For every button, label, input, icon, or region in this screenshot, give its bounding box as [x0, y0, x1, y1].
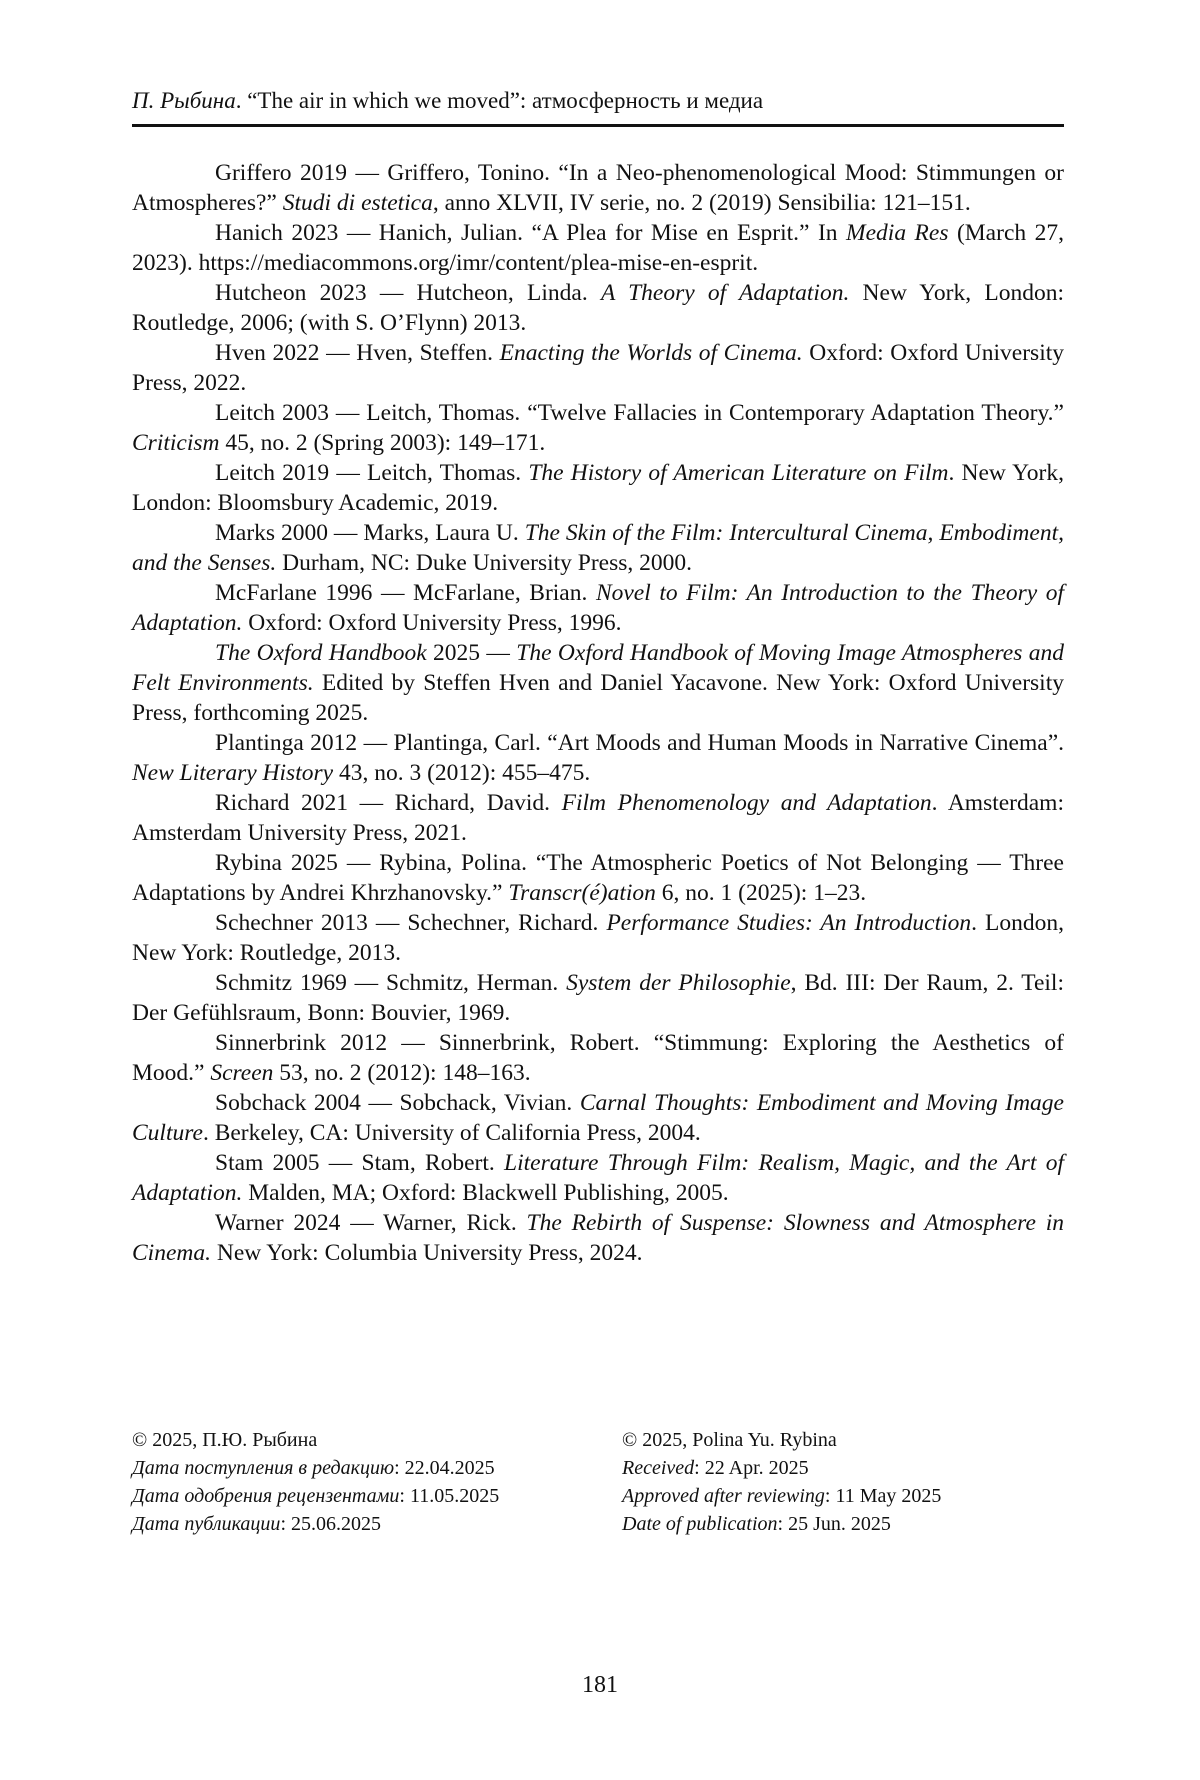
approved-date-ru: [132, 1482, 602, 1510]
reference-italic-text: The Rebirth of Suspense: Slowness and Atmosphere in Cinema.: [132, 1210, 1064, 1266]
reference-entry: [132, 968, 1064, 1028]
reference-text: , Bd. III: Der Raum, 2. Teil: Der Gefühlsraum, Bonn: Bouvier, 1969.: [132, 970, 1064, 1026]
received-label-ru: Дата поступления в редакцию: [132, 1457, 395, 1479]
reference-entry: [132, 278, 1064, 338]
reference-text: Marks 2000 — Marks, Laura U.: [215, 520, 525, 546]
reference-text: Oxford: Oxford University Press, 2022.: [132, 340, 1065, 396]
reference-italic-text: Criticism: [132, 430, 220, 456]
reference-text: Leitch 2019 — Leitch, Thomas.: [215, 460, 529, 486]
received-date-en: [622, 1454, 1062, 1482]
reference-entry: [132, 638, 1064, 728]
reference-text: . New York, London: Bloomsbury Academic, 2019.: [132, 460, 1064, 516]
received-label-en: Received: [622, 1457, 695, 1479]
reference-text: Malden, MA; Oxford: Blackwell Publishing, 2005.: [242, 1180, 729, 1206]
reference-entry: [132, 158, 1064, 218]
reference-italic-text: The Oxford Handbook: [215, 640, 427, 666]
reference-text: (March 27, 2023). https://mediacommons.org/imr/content/plea-mise-en-esprit.: [132, 220, 1064, 276]
received-value-en: : 22 Apr. 2025: [694, 1457, 809, 1479]
reference-text: Schmitz 1969 — Schmitz, Herman.: [215, 970, 567, 996]
reference-entry: [132, 578, 1064, 638]
reference-text: Oxford: Oxford University Press, 1996.: [242, 610, 622, 636]
approved-value-ru: : 11.05.2025: [399, 1485, 500, 1507]
reference-entry: [132, 1208, 1064, 1268]
reference-entry: [132, 1088, 1064, 1148]
reference-entry: [132, 788, 1064, 848]
reference-italic-text: A Theory of Adaptation.: [600, 280, 850, 306]
reference-text: , anno XLVII, IV serie, no. 2 (2019) Sensibilia: 121–151.: [432, 190, 971, 216]
reference-text: Durham, NC: Duke University Press, 2000.: [276, 550, 693, 576]
reference-text: Stam 2005 — Stam, Robert.: [215, 1150, 505, 1176]
reference-italic-text: The Skin of the Film: Intercultural Cinema, Embodiment, and the Senses.: [132, 520, 1064, 576]
reference-text: 6, no. 1 (2025): 1–23.: [655, 880, 867, 906]
published-label-ru: Дата публикации: [132, 1513, 281, 1535]
reference-list: [132, 158, 1064, 1268]
reference-text: Sinnerbrink 2012 — Sinnerbrink, Robert. “Stimmung: Exploring the Aesthetics of Mood.”: [132, 1030, 1064, 1086]
reference-text: McFarlane 1996 — McFarlane, Brian.: [215, 580, 596, 606]
approved-value-en: : 11 May 2025: [824, 1485, 942, 1507]
reference-entry: [132, 848, 1064, 908]
copyright-holder-en: © 2025, Polina Yu. Rybina: [622, 1429, 837, 1451]
reference-italic-text: Enacting the Worlds of Cinema.: [499, 340, 803, 366]
reference-italic-text: Film Phenomenology and Adaptation: [561, 790, 932, 816]
published-value-en: : 25 Jun. 2025: [777, 1513, 891, 1535]
reference-text: 2025 —: [426, 640, 517, 666]
reference-text: Leitch 2003 — Leitch, Thomas. “Twelve Fallacies in Contemporary Adaptation Theory.”: [215, 400, 1064, 426]
copyright-block-ru: [132, 1426, 602, 1538]
reference-italic-text: Media Res: [846, 220, 949, 246]
reference-text: Hutcheon 2023 — Hutcheon, Linda.: [215, 280, 601, 306]
reference-italic-text: Carnal Thoughts: Embodiment and Moving Image Culture: [132, 1090, 1064, 1146]
reference-italic-text: The History of American Literature on Film: [528, 460, 949, 486]
reference-text: New York: Columbia University Press, 2024.: [210, 1240, 643, 1266]
header-rule: [132, 124, 1064, 127]
reference-text: New York, London: Routledge, 2006; (with S. O’Flynn) 2013.: [132, 280, 1064, 336]
copyright-block-en: [622, 1426, 1062, 1538]
reference-italic-text: System der Philosophie: [566, 970, 791, 996]
reference-text: 53, no. 2 (2012): 148–163.: [273, 1060, 531, 1086]
reference-text: Hven 2022 — Hven, Steffen.: [215, 340, 500, 366]
reference-italic-text: Performance Studies: An Introduction: [606, 910, 972, 936]
reference-italic-text: Novel to Film: An Introduction to the Theory of Adaptation.: [132, 580, 1064, 636]
reference-italic-text: Transcr(é)ation: [508, 880, 656, 906]
received-date-ru: [132, 1454, 602, 1482]
copyright-holder-ru: © 2025, П.Ю. Рыбина: [132, 1429, 318, 1451]
reference-italic-text: Screen: [210, 1060, 274, 1086]
reference-entry: [132, 398, 1064, 458]
reference-entry: [132, 1028, 1064, 1088]
reference-text: 45, no. 2 (Spring 2003): 149–171.: [219, 430, 546, 456]
reference-entry: [132, 218, 1064, 278]
reference-text: Hanich 2023 — Hanich, Julian. “A Plea for Mise en Esprit.” In: [215, 220, 847, 246]
published-date-en: [622, 1510, 1062, 1538]
received-value-ru: : 22.04.2025: [394, 1457, 495, 1479]
reference-italic-text: Studi di estetica: [282, 190, 433, 216]
reference-italic-text: New Literary History: [132, 760, 334, 786]
reference-text: . London, New York: Routledge, 2013.: [132, 910, 1064, 966]
reference-entry: [132, 458, 1064, 518]
approved-date-en: [622, 1482, 1062, 1510]
reference-entry: [132, 1148, 1064, 1208]
running-header: [132, 86, 1064, 116]
reference-text: Griffero 2019 — Griffero, Tonino. “In a Neo-phenomenological Mood: Stimmungen or Atmospheres?”: [132, 160, 1064, 216]
reference-text: . Berkeley, CA: University of California Press, 2004.: [202, 1120, 701, 1146]
reference-entry: [132, 728, 1064, 788]
header-title: . “The air in which we moved”: атмосферность и медиа: [235, 88, 764, 113]
reference-text: Rybina 2025 — Rybina, Polina. “The Atmospheric Poetics of Not Belonging — Three Adaptations by Andrei Khrzhanovsky.”: [132, 850, 1064, 906]
reference-text: Sobchack 2004 — Sobchack, Vivian.: [215, 1090, 580, 1116]
reference-text: 43, no. 3 (2012): 455–475.: [333, 760, 591, 786]
approved-label-ru: Дата одобрения рецензентами: [132, 1485, 400, 1507]
published-date-ru: [132, 1510, 602, 1538]
approved-label-en: Approved after reviewing: [622, 1485, 825, 1507]
reference-text: Schechner 2013 — Schechner, Richard.: [215, 910, 607, 936]
reference-italic-text: The Oxford Handbook of Moving Image Atmospheres and Felt Environments.: [132, 640, 1064, 696]
header-author: П. Рыбина: [132, 88, 236, 113]
reference-text: Warner 2024 — Warner, Rick.: [215, 1210, 527, 1236]
reference-text: Plantinga 2012 — Plantinga, Carl. “Art Moods and Human Moods in Narrative Cinema”.: [215, 730, 1064, 756]
reference-text: Richard 2021 — Richard, David.: [215, 790, 562, 816]
reference-entry: [132, 338, 1064, 398]
reference-text: Edited by Steffen Hven and Daniel Yacavone. New York: Oxford University Press, forthcoming 2025.: [132, 670, 1064, 726]
reference-italic-text: Literature Through Film: Realism, Magic, and the Art of Adaptation.: [132, 1150, 1064, 1206]
reference-entry: [132, 518, 1064, 578]
reference-text: . Amsterdam: Amsterdam University Press, 2021.: [132, 790, 1064, 846]
page-number: 181: [582, 1672, 618, 1698]
published-label-en: Date of publication: [622, 1513, 778, 1535]
published-value-ru: : 25.06.2025: [280, 1513, 381, 1535]
reference-entry: [132, 908, 1064, 968]
